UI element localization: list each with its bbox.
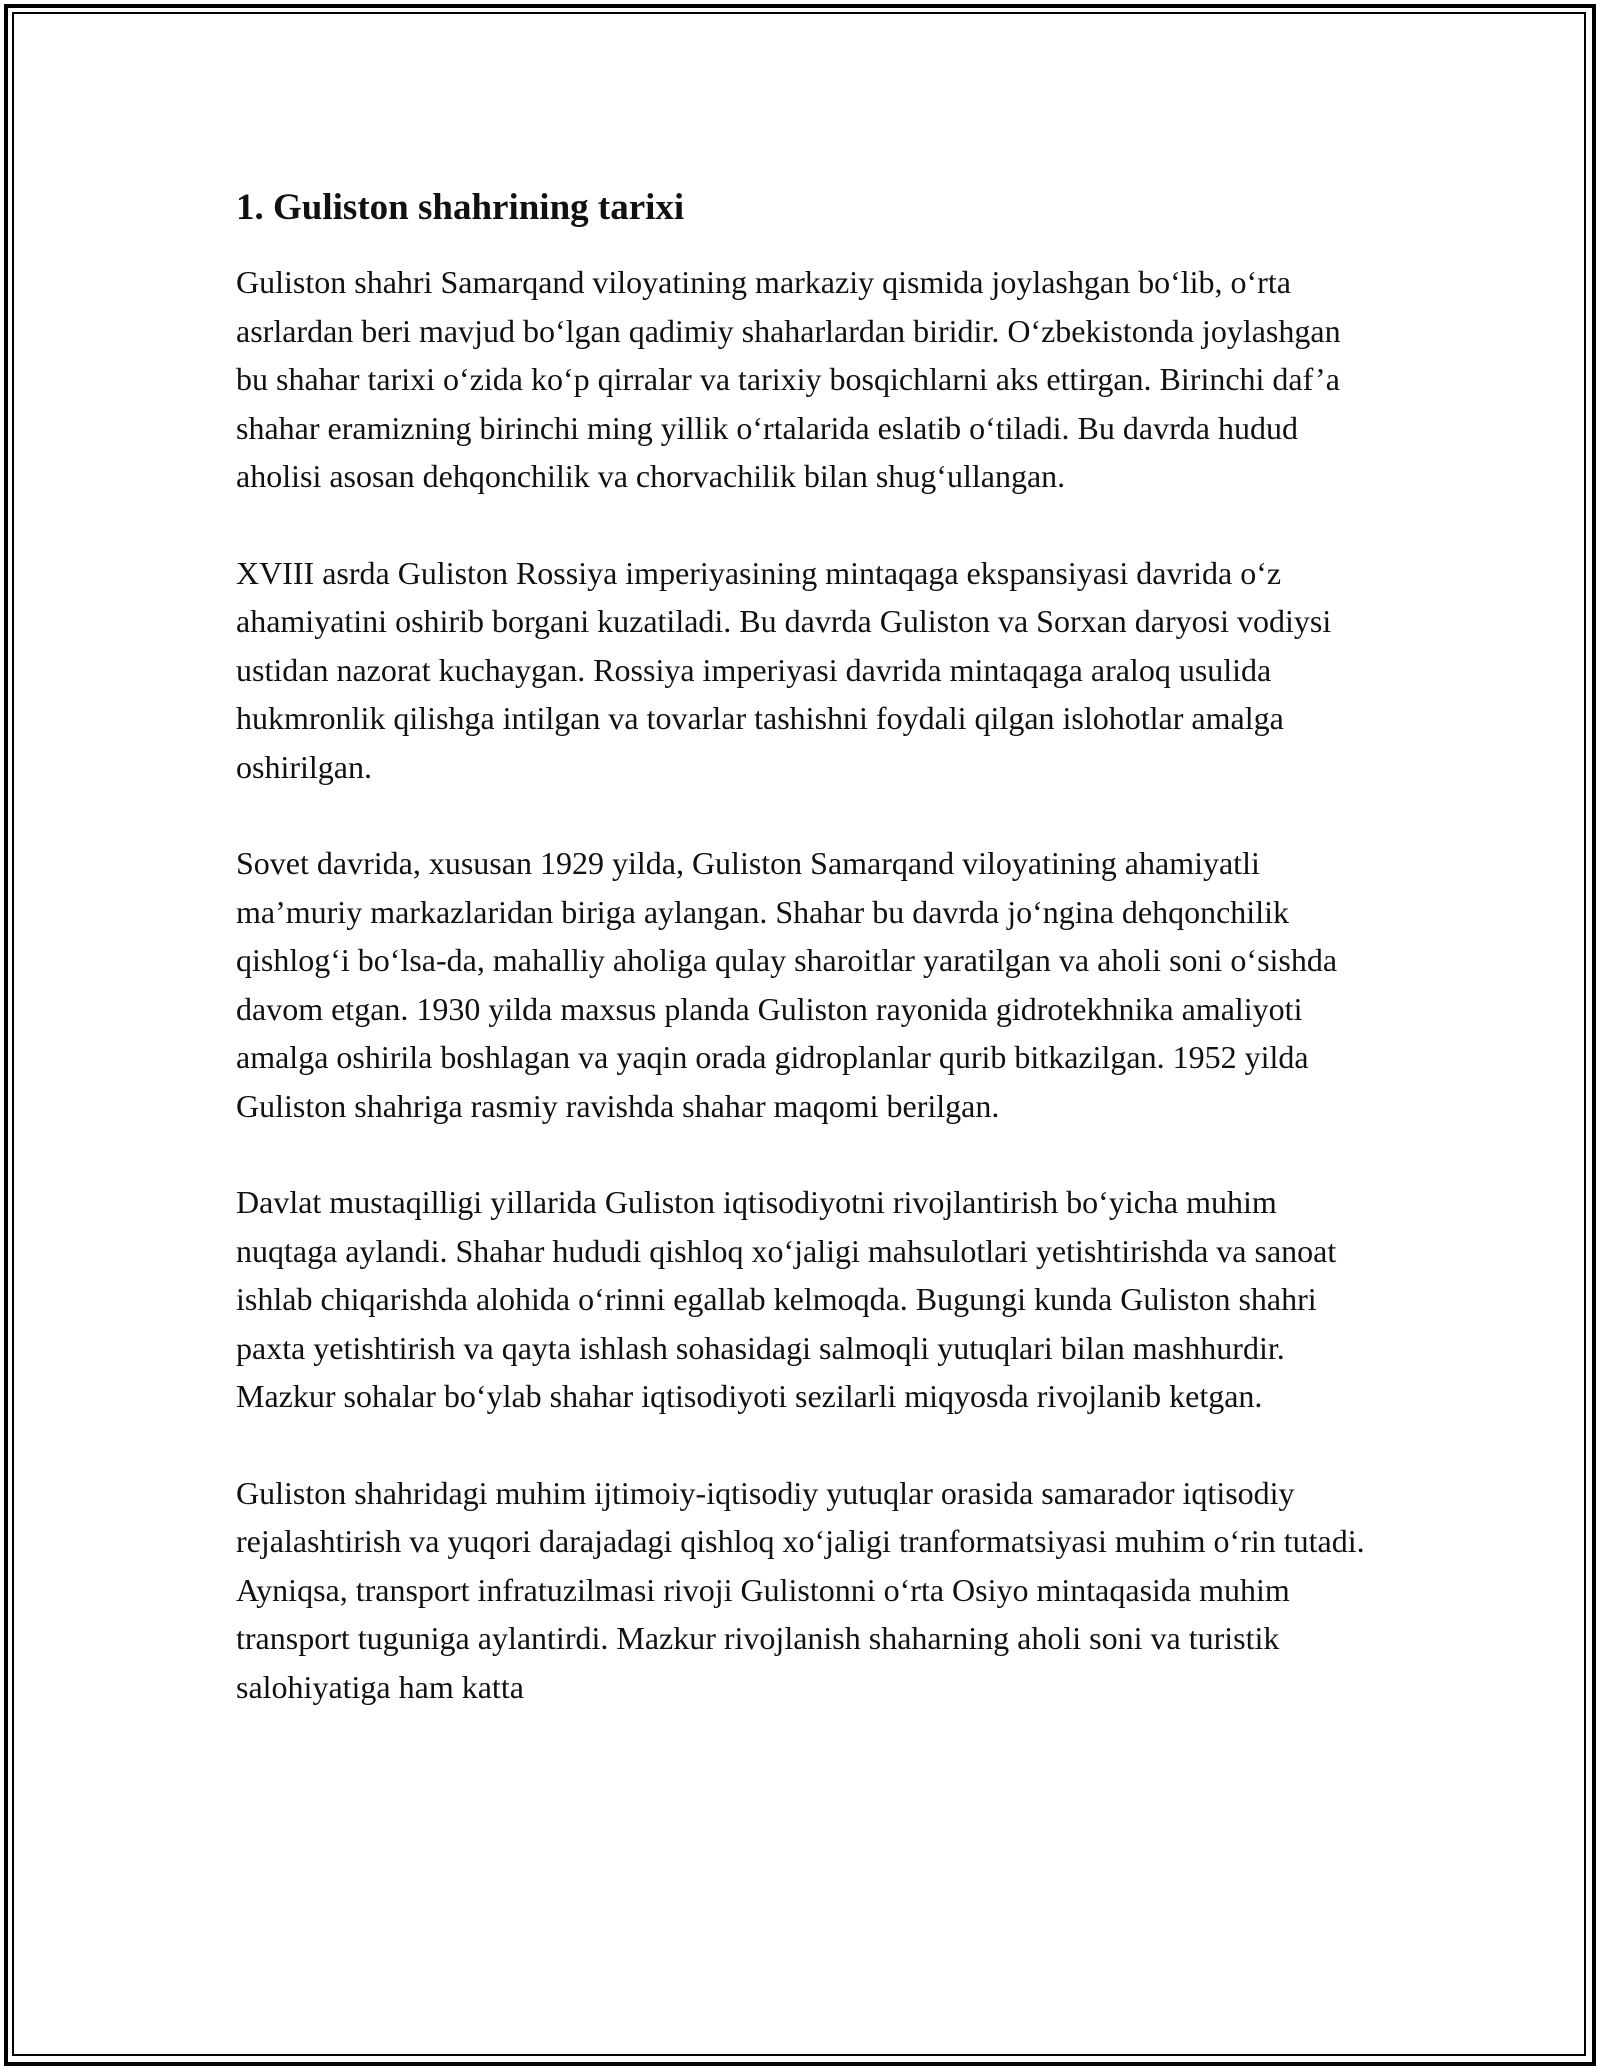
paragraph-5: Guliston shahridagi muhim ijtimoiy-iqtisodiy yutuqlar orasida samarador iqtisodiy rejalashtirish va yuqori darajadagi qishloq xo‘jaligi tranformatsiyasi muhim o‘rin tutadi. Ayniqsa, transport infratuzilmasi rivoji Gulistonni o‘rta Osiyo mintaqasida muhim transport tuguniga aylantirdi. Mazkur rivojlanish shaharning aholi soni va turistik salohiyatiga ham katta bbox=[236, 1474, 1365, 1705]
section-heading: 1. Guliston shahrining tarixi bbox=[236, 187, 685, 228]
paragraph-2: XVIII asrda Guliston Rossiya imperiyasining mintaqaga ekspansiyasi davrida o‘z ahamiyatini oshirib borgani kuzatiladi. Bu davrda Guliston va Sorxan daryosi vodiysi ustidan nazorat kuchaygan. Rossiya imperiyasi davrida mintaqaga araloq usulida hukmronlik qilishga intilgan va tovarlar tashishni foydali qilgan islohotlar amalga oshirilgan. bbox=[236, 554, 1332, 785]
paragraph-3: Sovet davrida, xususan 1929 yilda, Guliston Samarqand viloyatining ahamiyatli ma’muriy markazlaridan biriga aylangan. Shahar bu davrda jo‘ngina dehqonchilik qishlog‘i bo‘lsa-da, mahalliy aholiga qulay sharoitlar yaratilgan va aholi soni o‘sishda davom etgan. 1930 yilda maxsus planda Guliston rayonida gidrotekhnika amaliyoti amalga oshirila boshlagan va yaqin orada gidroplanlar qurib bitkazilgan. 1952 yilda Guliston shahriga rasmiy ravishda shahar maqomi berilgan. bbox=[236, 845, 1338, 1124]
paragraph-1: Guliston shahri Samarqand viloyatining markaziy qismida joylashgan bo‘lib, o‘rta asrlardan beri mavjud bo‘lgan qadimiy shaharlardan biridir. O‘zbekistonda joylashgan bu shahar tarixi o‘zida ko‘p qirralar va tarixiy bosqichlarni aks ettirgan. Birinchi daf’a shahar eramizning birinchi ming yillik o‘rtalarida eslatib o‘tiladi. Bu davrda hudud aholisi asosan dehqonchilik va chorvachilik bilan shug‘ullangan. bbox=[236, 264, 1341, 495]
paragraph-4: Davlat mustaqilligi yillarida Guliston iqtisodiyotni rivojlantirish bo‘yicha muhim nuqtaga aylandi. Shahar hududi qishloq xo‘jaligi mahsulotlari yetishtirishda va sanoat ishlab chiqarishda alohida o‘rinni egallab kelmoqda. Bugungi kunda Guliston shahri paxta yetishtirish va qayta ishlash sohasidagi salmoqli yutuqlari bilan mashhurdir. Mazkur sohalar bo‘ylab shahar iqtisodiyoti sezilarli miqyosda rivojlanib ketgan. bbox=[236, 1184, 1337, 1415]
document-body bbox=[236, 186, 1378, 1759]
